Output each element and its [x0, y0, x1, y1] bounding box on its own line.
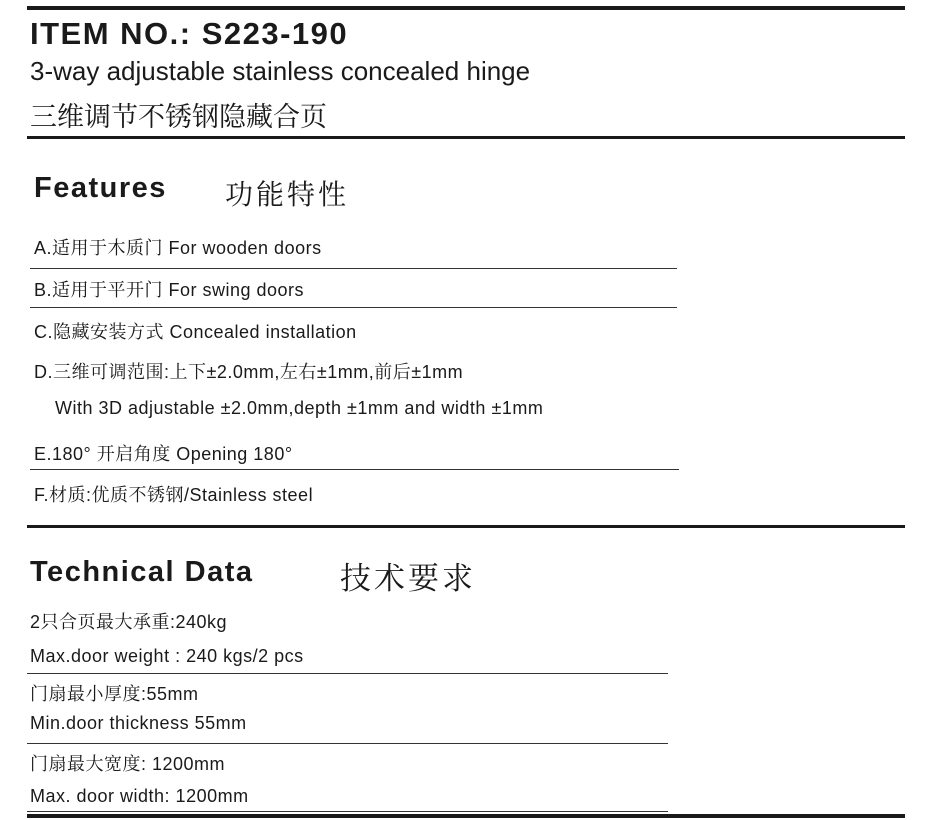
technical-heading-cn: 技术要求: [340, 561, 476, 597]
tech-divider: [27, 743, 668, 744]
tech-item: Min.door thickness 55mm: [30, 713, 247, 733]
features-heading-cn: 功能特性: [225, 178, 350, 211]
header-divider: [27, 136, 905, 139]
tech-item: 2只合页最大承重:240kg: [30, 612, 228, 632]
feature-item: With 3D adjustable ±2.0mm,depth ±1mm and width ±1mm: [55, 398, 544, 418]
product-title-cn: 三维调节不锈钢隐藏合页: [30, 102, 327, 133]
feature-divider: [30, 307, 677, 308]
feature-item: F.材质:优质不锈钢/Stainless steel: [34, 485, 314, 505]
top-rule: [27, 6, 905, 10]
product-title-en: 3-way adjustable stainless concealed hinge: [30, 56, 531, 86]
item-number: ITEM NO.: S223-190: [30, 16, 349, 51]
bottom-rule: [27, 814, 905, 818]
tech-divider: [27, 811, 668, 812]
tech-item: Max.door weight : 240 kgs/2 pcs: [30, 646, 304, 666]
feature-item: A.适用于木质门 For wooden doors: [34, 238, 322, 258]
features-heading: Features: [34, 172, 167, 204]
technical-heading: Technical Data: [30, 556, 254, 588]
feature-divider: [30, 469, 679, 470]
tech-item: Max. door width: 1200mm: [30, 786, 249, 806]
feature-item: B.适用于平开门 For swing doors: [34, 280, 305, 300]
feature-item: D.三维可调范围:上下±2.0mm,左右±1mm,前后±1mm: [34, 362, 464, 382]
feature-item: E.180° 开启角度 Opening 180°: [34, 444, 293, 464]
feature-item: C.隐藏安装方式 Concealed installation: [34, 322, 357, 342]
features-end-rule: [27, 525, 905, 528]
feature-divider: [30, 268, 677, 269]
tech-item: 门扇最大宽度: 1200mm: [30, 754, 226, 774]
tech-item: 门扇最小厚度:55mm: [30, 684, 199, 704]
tech-divider: [27, 673, 668, 674]
